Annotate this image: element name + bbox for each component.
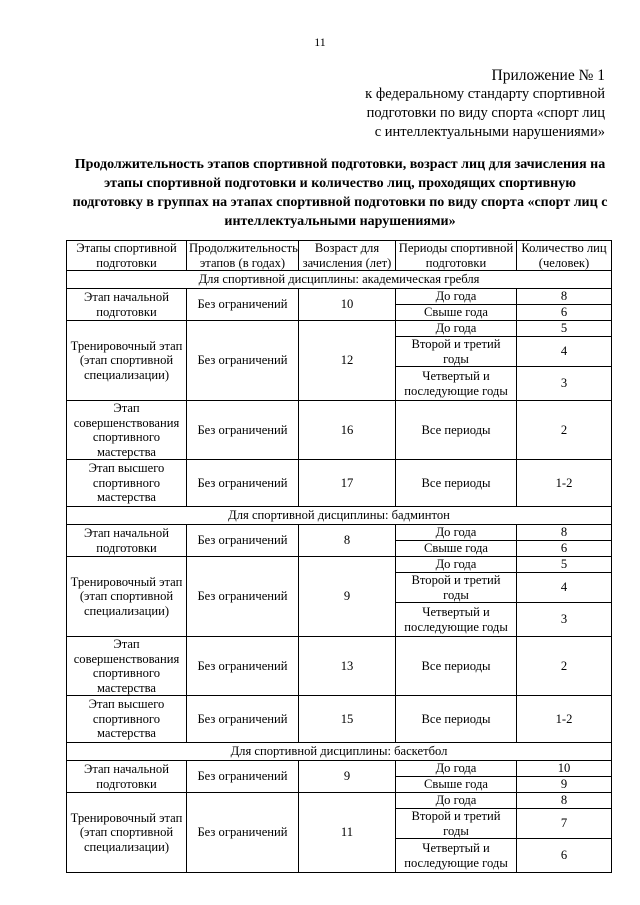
table-header-row xyxy=(67,241,612,271)
table-row xyxy=(67,557,612,573)
count-cell: 8 xyxy=(517,525,612,541)
table-row xyxy=(67,525,612,541)
count-cell: 4 xyxy=(517,573,612,603)
page-number: 11 xyxy=(314,35,326,49)
table-row xyxy=(67,793,612,809)
stage-name-cell: Этап начальной подготовки xyxy=(67,525,187,557)
period-cell: До года xyxy=(396,321,517,337)
count-cell: 8 xyxy=(517,793,612,809)
header-cell: Возраст для зачисления (лет) xyxy=(299,241,396,271)
appendix-line: подготовки по виду спорта «спорт лиц xyxy=(366,105,605,121)
discipline-row xyxy=(67,507,612,525)
period-cell: До года xyxy=(396,761,517,777)
table-row xyxy=(67,460,612,507)
discipline-title: Для спортивной дисциплины: академическая гребля xyxy=(67,271,612,289)
stage-name-cell: Тренировочный этап (этап спортивной специализации) xyxy=(67,321,187,401)
duration-cell: Без ограничений xyxy=(187,321,299,401)
table-row xyxy=(67,761,612,777)
duration-cell: Без ограничений xyxy=(187,289,299,321)
count-cell: 3 xyxy=(517,367,612,401)
count-cell: 6 xyxy=(517,839,612,873)
duration-cell: Без ограничений xyxy=(187,401,299,460)
header-cell: Продолжительность этапов (в годах) xyxy=(187,241,299,271)
period-cell: Второй и третий годы xyxy=(396,337,517,367)
stage-name-cell: Этап высшего спортивного мастерства xyxy=(67,460,187,507)
period-cell: Четвертый и последующие годы xyxy=(396,367,517,401)
stage-name-cell: Тренировочный этап (этап спортивной специализации) xyxy=(67,793,187,873)
discipline-title: Для спортивной дисциплины: бадминтон xyxy=(67,507,612,525)
period-cell: Свыше года xyxy=(396,541,517,557)
period-cell: Второй и третий годы xyxy=(396,573,517,603)
period-cell: Свыше года xyxy=(396,305,517,321)
discipline-title: Для спортивной дисциплины: баскетбол xyxy=(67,743,612,761)
count-cell: 5 xyxy=(517,557,612,573)
count-cell: 7 xyxy=(517,809,612,839)
appendix-line: с интеллектуальными нарушениями» xyxy=(374,124,605,140)
count-cell: 4 xyxy=(517,337,612,367)
count-cell: 6 xyxy=(517,541,612,557)
age-cell: 13 xyxy=(299,637,396,696)
count-cell: 1-2 xyxy=(517,460,612,507)
age-cell: 16 xyxy=(299,401,396,460)
duration-cell: Без ограничений xyxy=(187,696,299,743)
period-cell: Четвертый и последующие годы xyxy=(396,603,517,637)
period-cell: До года xyxy=(396,793,517,809)
table-body xyxy=(67,271,612,873)
period-cell: Все периоды xyxy=(396,696,517,743)
age-cell: 9 xyxy=(299,761,396,793)
period-cell: Все периоды xyxy=(396,460,517,507)
count-cell: 6 xyxy=(517,305,612,321)
count-cell: 5 xyxy=(517,321,612,337)
appendix-block xyxy=(285,66,605,142)
stage-name-cell: Этап совершенствования спортивного мастерства xyxy=(67,637,187,696)
count-cell: 2 xyxy=(517,401,612,460)
header-cell: Периоды спортивной подготовки xyxy=(396,241,517,271)
age-cell: 17 xyxy=(299,460,396,507)
stages-table xyxy=(66,240,612,873)
duration-cell: Без ограничений xyxy=(187,793,299,873)
period-cell: Свыше года xyxy=(396,777,517,793)
period-cell: До года xyxy=(396,289,517,305)
age-cell: 8 xyxy=(299,525,396,557)
count-cell: 10 xyxy=(517,761,612,777)
discipline-row xyxy=(67,271,612,289)
age-cell: 11 xyxy=(299,793,396,873)
appendix-line: к федеральному стандарту спортивной xyxy=(365,86,605,102)
duration-cell: Без ограничений xyxy=(187,557,299,637)
period-cell: Второй и третий годы xyxy=(396,809,517,839)
age-cell: 12 xyxy=(299,321,396,401)
period-cell: Четвертый и последующие годы xyxy=(396,839,517,873)
period-cell: Все периоды xyxy=(396,401,517,460)
appendix-title: Приложение № 1 xyxy=(491,67,605,84)
count-cell: 3 xyxy=(517,603,612,637)
stage-name-cell: Этап начальной подготовки xyxy=(67,289,187,321)
table-row xyxy=(67,321,612,337)
header-cell: Количество лиц (человек) xyxy=(517,241,612,271)
header-cell: Этапы спортивной подготовки xyxy=(67,241,187,271)
table-row xyxy=(67,289,612,305)
duration-cell: Без ограничений xyxy=(187,460,299,507)
duration-cell: Без ограничений xyxy=(187,637,299,696)
period-cell: До года xyxy=(396,525,517,541)
stage-name-cell: Этап совершенствования спортивного мастерства xyxy=(67,401,187,460)
stage-name-cell: Этап высшего спортивного мастерства xyxy=(67,696,187,743)
period-cell: Все периоды xyxy=(396,637,517,696)
stage-name-cell: Этап начальной подготовки xyxy=(67,761,187,793)
discipline-row xyxy=(67,743,612,761)
age-cell: 15 xyxy=(299,696,396,743)
table-row xyxy=(67,637,612,696)
period-cell: До года xyxy=(396,557,517,573)
count-cell: 1-2 xyxy=(517,696,612,743)
document-heading: Продолжительность этапов спортивной подготовки, возраст лиц для зачисления на этапы спортивной подготовки и количество лиц, проходящих спортивную подготовку в группах на этапах спортивной подготовки по виду спорта «спорт лиц с интеллектуальными нарушениями» xyxy=(72,157,608,229)
age-cell: 9 xyxy=(299,557,396,637)
duration-cell: Без ограничений xyxy=(187,525,299,557)
table-row xyxy=(67,696,612,743)
count-cell: 9 xyxy=(517,777,612,793)
count-cell: 2 xyxy=(517,637,612,696)
age-cell: 10 xyxy=(299,289,396,321)
stage-name-cell: Тренировочный этап (этап спортивной специализации) xyxy=(67,557,187,637)
count-cell: 8 xyxy=(517,289,612,305)
table-row xyxy=(67,401,612,460)
duration-cell: Без ограничений xyxy=(187,761,299,793)
